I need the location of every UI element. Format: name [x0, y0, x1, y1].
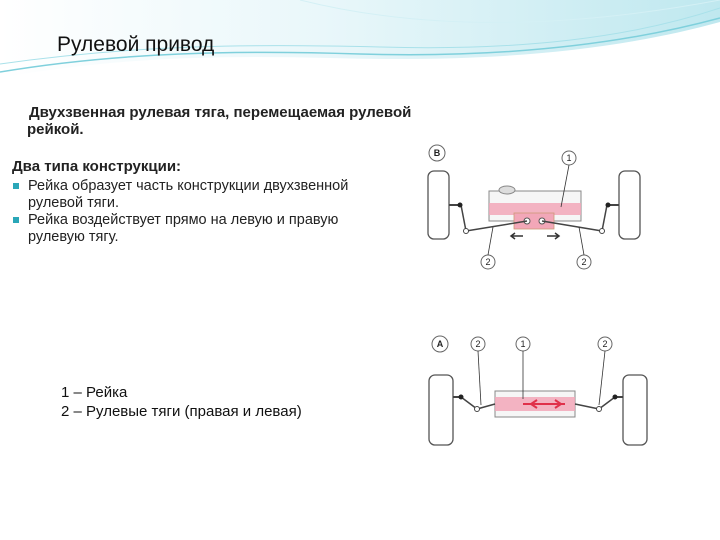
right-tie-rod: [575, 404, 599, 409]
svg-text:1: 1: [520, 339, 526, 349]
left-motion-arrow: [511, 233, 523, 239]
right-motion-arrow: [547, 233, 559, 239]
svg-text:2: 2: [602, 339, 608, 349]
svg-text:1: 1: [566, 153, 572, 163]
legend-item-rack: 1 – Рейка: [61, 384, 128, 401]
left-wheel: [429, 375, 453, 445]
slide-title: Рулевой привод: [57, 33, 215, 56]
svg-text:2: 2: [485, 257, 491, 267]
steering-diagram-b: [411, 141, 659, 287]
bullet-text: Рейка воздействует прямо на левую и правую рулевую тягу.: [28, 212, 339, 245]
bullet-item: [12, 178, 397, 212]
steering-diagram-a: [405, 313, 670, 485]
square-bullet-icon: [13, 183, 19, 189]
slide-subtitle: Двухзвенная рулевая тяга, перемещаемая рулевой рейкой.: [27, 104, 412, 138]
right-wheel: [623, 375, 647, 445]
svg-text:B: B: [433, 148, 441, 158]
bullet-text: Рейка образует часть конструкции двухзвенной рулевой тяги.: [28, 178, 349, 211]
legend-item-tie-rods: 2 – Рулевые тяги (правая и левая): [61, 403, 302, 420]
square-bullet-icon: [13, 217, 19, 223]
bullet-item: [12, 212, 397, 246]
svg-text:2: 2: [581, 257, 587, 267]
construction-types-heading: Два типа конструкции:: [12, 158, 182, 175]
right-wheel: [619, 171, 640, 239]
svg-text:2: 2: [475, 339, 481, 349]
legend: [61, 383, 302, 421]
left-wheel: [428, 171, 449, 239]
construction-types-list: [12, 178, 397, 246]
svg-text:A: A: [436, 339, 444, 349]
